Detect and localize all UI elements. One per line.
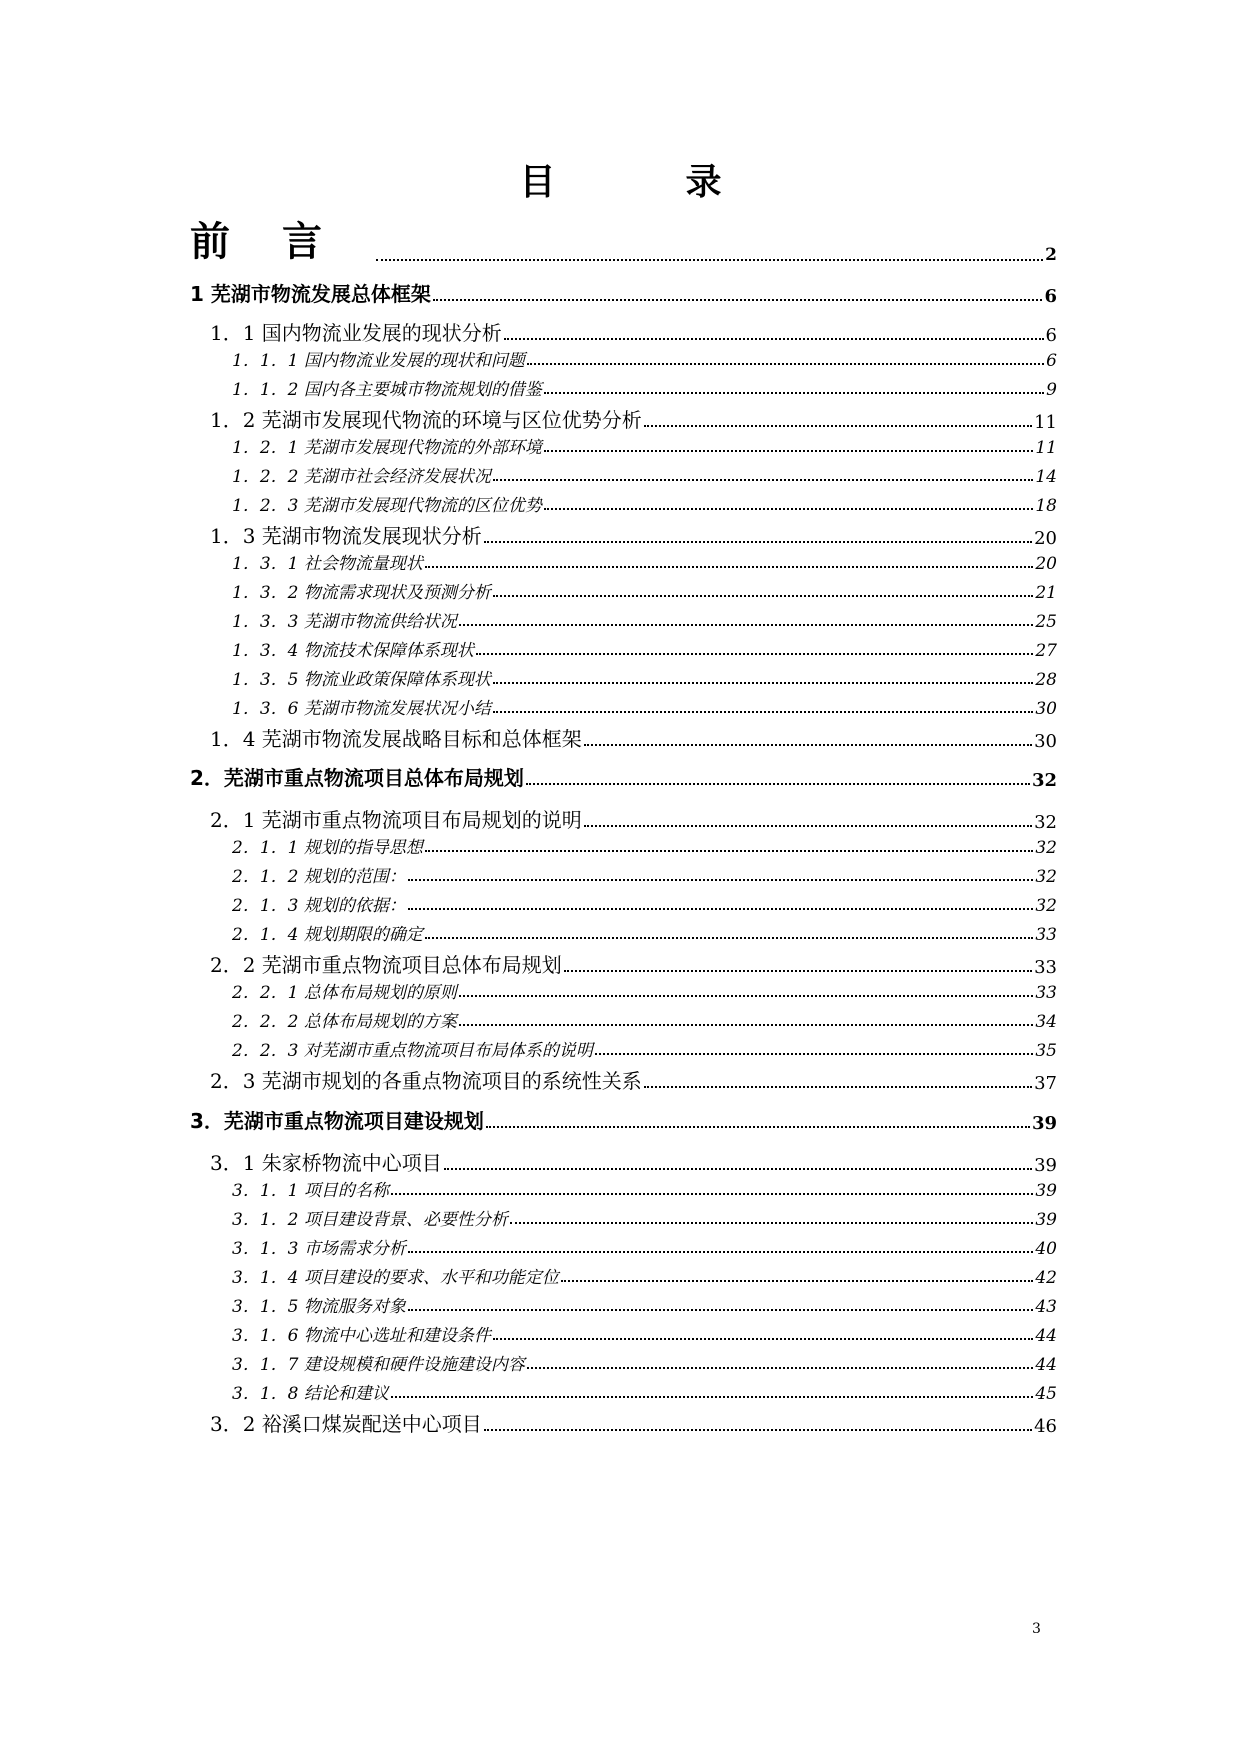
toc-entry-page: 11 [1035,438,1057,458]
toc-entry-page: 25 [1035,612,1057,632]
toc-entry-subsection[interactable] [190,491,1057,516]
leader-dots [544,450,1034,452]
toc-entry-label: 1．2．3 芜湖市发展现代物流的区位优势 [232,496,542,516]
toc-entry-label: 1．3．6 芜湖市物流发展状况小结 [232,699,491,719]
toc-entry-subsection[interactable] [190,462,1057,487]
toc-entry-label: 3．1 朱家桥物流中心项目 [210,1151,442,1175]
toc-entry-subsection[interactable] [190,665,1057,690]
toc-entry-page: 2 [1045,245,1057,265]
toc-entry-label: 3．1．2 项目建设背景、必要性分析 [232,1210,508,1230]
toc-entry-section[interactable] [190,317,1057,346]
leader-dots [408,908,1034,910]
toc-entry-page: 32 [1035,838,1057,858]
toc-entry-page: 40 [1035,1239,1057,1259]
toc-entry-subsection[interactable] [190,1007,1057,1032]
toc-entry-subsection[interactable] [190,607,1057,632]
toc-entry-label: 2．1 芜湖市重点物流项目布局规划的说明 [210,808,582,832]
toc-entry-subsection[interactable] [190,862,1057,887]
toc-entry-section[interactable] [190,1065,1057,1094]
leader-dots [408,879,1034,881]
toc-entry-page: 39 [1034,1155,1057,1176]
toc-entry-label: 1．3．5 物流业政策保障体系现状 [232,670,491,690]
toc-entry-page: 11 [1034,412,1057,433]
toc-entry-subsection[interactable] [190,1263,1057,1288]
leader-dots [504,338,1044,340]
page-title: 目录 [519,161,852,203]
toc-entry-subsection[interactable] [190,1205,1057,1230]
toc-entry-label: 2．2．2 总体布局规划的方案 [232,1012,457,1032]
toc-entry-section[interactable] [190,804,1057,833]
toc-entry-label: 1．3．3 芜湖市物流供给状况 [232,612,457,632]
toc-entry-label: 2．2 芜湖市重点物流项目总体布局规划 [210,953,562,977]
toc-entry-label: 1．3 芜湖市物流发展现状分析 [210,524,482,548]
toc-entry-label: 1．2 芜湖市发展现代物流的环境与区位优势分析 [210,408,642,432]
toc-entry-subsection[interactable] [190,1379,1057,1404]
toc-entry-label: 1．2．1 芜湖市发展现代物流的外部环境 [232,438,542,458]
toc-entry-page: 34 [1035,1012,1057,1032]
leader-dots [493,682,1034,684]
toc-entry-section[interactable] [190,404,1057,433]
toc-entry-label: 1．1 国内物流业发展的现状分析 [210,321,502,345]
toc-entry-page: 32 [1034,812,1057,833]
toc-entry-subsection[interactable] [190,1321,1057,1346]
toc-entry-page: 42 [1035,1268,1057,1288]
toc-entry-page: 45 [1035,1384,1057,1404]
toc-entry-page: 14 [1035,467,1057,487]
toc-entry-label: 2．1．4 规划期限的确定 [232,925,423,945]
toc-entry-page: 44 [1035,1326,1057,1346]
toc-entry-subsection[interactable] [190,346,1057,371]
leader-dots [376,259,1043,261]
toc-entry-subsection[interactable] [190,375,1057,400]
leader-dots [526,783,1030,785]
toc-entry-chapter-2[interactable] [190,762,1057,791]
toc-entry-page: 32 [1031,770,1057,791]
toc-entry-subsection[interactable] [190,978,1057,1003]
toc-entry-subsection[interactable] [190,891,1057,916]
leader-dots [408,1251,1034,1253]
toc-entry-page: 27 [1035,641,1057,661]
toc-entry-page: 35 [1035,1041,1057,1061]
toc-entry-page: 6 [1044,286,1057,307]
toc-entry-subsection[interactable] [190,578,1057,603]
page-number: 3 [1032,1621,1041,1637]
toc-entry-label: 3．1．7 建设规模和硬件设施建设内容 [232,1355,525,1375]
toc-entry-subsection[interactable] [190,1234,1057,1259]
toc-entry-page: 43 [1035,1297,1057,1317]
toc-entry-page: 18 [1035,496,1057,516]
leader-dots [493,1338,1034,1340]
toc-entry-label: 1．3．2 物流需求现状及预测分析 [232,583,491,603]
toc-entry-section[interactable] [190,1147,1057,1176]
leader-dots [391,1396,1034,1398]
leader-dots [510,1222,1034,1224]
toc-entry-label: 2．芜湖市重点物流项目总体布局规划 [190,766,524,790]
toc-entry-label: 3．1．1 项目的名称 [232,1181,389,1201]
leader-dots [527,363,1044,365]
toc-entry-page: 20 [1034,528,1057,549]
toc-entry-page: 32 [1035,867,1057,887]
toc-entry-label: 1．1．2 国内各主要城市物流规划的借鉴 [232,380,542,400]
toc-entry-page: 46 [1034,1416,1057,1437]
toc-entry-page: 30 [1035,699,1057,719]
toc-entry-label: 3．1．4 项目建设的要求、水平和功能定位 [232,1268,559,1288]
toc-entry-label: 前言 [190,218,374,265]
leader-dots [425,566,1034,568]
toc-entry-page: 6 [1046,351,1057,371]
toc-entry-label: 3．芜湖市重点物流项目建设规划 [190,1109,484,1133]
leader-dots [527,1367,1034,1369]
toc-entry-page: 39 [1035,1210,1057,1230]
leader-dots [433,299,1043,301]
toc-entry-label: 3．1．3 市场需求分析 [232,1239,406,1259]
leader-dots [476,653,1034,655]
toc-entry-label: 2．1．2 规划的范围： [232,867,406,887]
leader-dots [564,970,1032,972]
leader-dots [584,744,1032,746]
toc-entry-label: 2．2．1 总体布局规划的原则 [232,983,457,1003]
toc-entry-subsection[interactable] [190,1036,1057,1061]
toc-entry-section[interactable] [190,520,1057,549]
leader-dots [493,711,1034,713]
leader-dots [425,937,1034,939]
toc-entry-label: 2．1．1 规划的指导思想 [232,838,423,858]
leader-dots [644,1086,1032,1088]
toc-entry-page: 39 [1035,1181,1057,1201]
toc-entry-label: 1．4 芜湖市物流发展战略目标和总体框架 [210,727,582,751]
toc-entry-subsection[interactable] [190,1292,1057,1317]
leader-dots [644,425,1032,427]
toc-entry-section[interactable] [190,723,1057,752]
toc-entry-label: 3．1．5 物流服务对象 [232,1297,406,1317]
leader-dots [484,541,1032,543]
toc-entry-page: 33 [1034,957,1057,978]
leader-dots [444,1168,1032,1170]
toc-entry-page: 33 [1035,925,1057,945]
toc-entry-subsection[interactable] [190,694,1057,719]
toc-entry-label: 1 芜湖市物流发展总体框架 [190,282,431,306]
toc-entry-section[interactable] [190,1408,1057,1437]
toc-entry-subsection[interactable] [190,433,1057,458]
toc-entry-subsection[interactable] [190,920,1057,945]
leader-dots [459,995,1034,997]
toc-entry-subsection[interactable] [190,1350,1057,1375]
leader-dots [561,1280,1034,1282]
toc-entry-subsection[interactable] [190,636,1057,661]
leader-dots [595,1053,1034,1055]
toc-entry-page: 32 [1035,896,1057,916]
toc-entry-page: 39 [1031,1113,1057,1134]
toc-entry-page: 21 [1035,583,1057,603]
toc-entry-chapter-3[interactable] [190,1105,1057,1134]
toc-entry-page: 30 [1034,731,1057,752]
toc-entry-preface[interactable] [190,210,1057,267]
leader-dots [486,1126,1030,1128]
toc-entry-label: 3．1．6 物流中心选址和建设条件 [232,1326,491,1346]
toc-entry-page: 6 [1045,325,1057,346]
leader-dots [459,1024,1034,1026]
toc-entry-page: 9 [1046,380,1057,400]
toc-entry-label: 2．2．3 对芜湖市重点物流项目布局体系的说明 [232,1041,593,1061]
toc-entry-label: 1．2．2 芜湖市社会经济发展状况 [232,467,491,487]
leader-dots [425,850,1034,852]
leader-dots [459,624,1034,626]
leader-dots [493,479,1034,481]
leader-dots [408,1309,1034,1311]
toc-entry-page: 44 [1035,1355,1057,1375]
toc-entry-subsection[interactable] [190,833,1057,858]
leader-dots [391,1193,1034,1195]
toc-entry-page: 28 [1035,670,1057,690]
toc-entry-section[interactable] [190,949,1057,978]
toc-entry-label: 3．1．8 结论和建议 [232,1384,389,1404]
leader-dots [493,595,1034,597]
toc-entry-subsection[interactable] [190,1176,1057,1201]
leader-dots [584,825,1032,827]
leader-dots [544,392,1044,394]
toc-entry-page: 37 [1034,1073,1057,1094]
toc-entry-label: 2．3 芜湖市规划的各重点物流项目的系统性关系 [210,1069,642,1093]
toc-entry-label: 2．1．3 规划的依据： [232,896,406,916]
toc-entry-label: 1．3．4 物流技术保障体系现状 [232,641,474,661]
toc-entry-chapter-1[interactable] [190,278,1057,307]
leader-dots [484,1429,1032,1431]
leader-dots [544,508,1034,510]
toc-entry-page: 33 [1035,983,1057,1003]
toc-entry-subsection[interactable] [190,549,1057,574]
toc-entry-label: 1．1．1 国内物流业发展的现状和问题 [232,351,525,371]
toc-entry-label: 1．3．1 社会物流量现状 [232,554,423,574]
toc-entry-label: 3．2 裕溪口煤炭配送中心项目 [210,1412,482,1436]
toc-entry-page: 20 [1035,554,1057,574]
